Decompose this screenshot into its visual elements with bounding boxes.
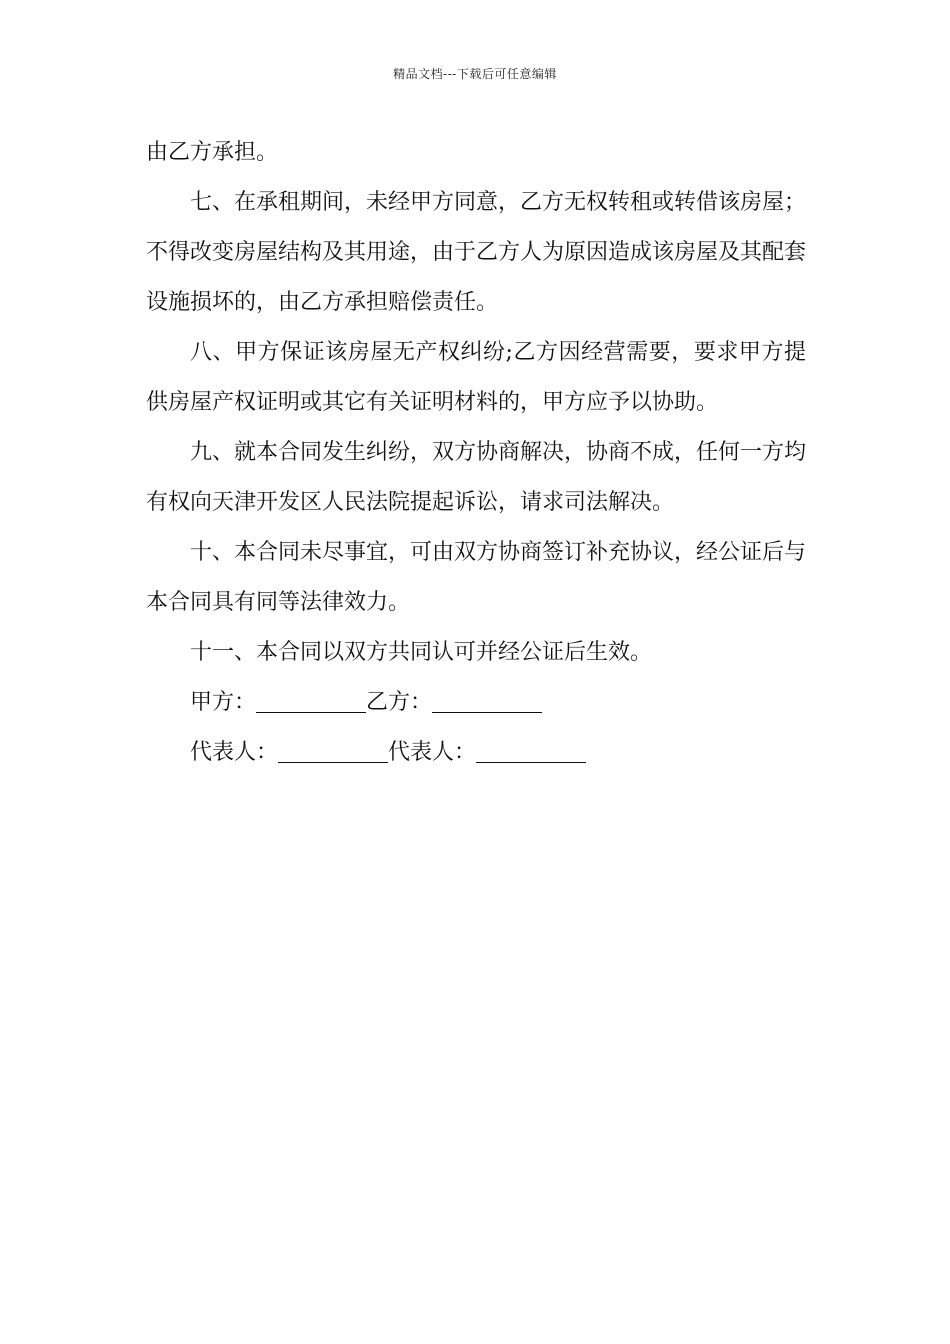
clause-7: 七、在承租期间，未经甲方同意，乙方无权转租或转借该房屋；不得改变房屋结构及其用途，由于乙方人为原因造成该房屋及其配套设施损坏的，由乙方承担赔偿责任。 [146, 190, 807, 315]
party-a-label: 甲方： [190, 690, 257, 715]
page-header: 精品文档---下载后可任意编辑 [393, 67, 557, 81]
party-b-blank [432, 686, 542, 713]
rep-a-blank [278, 736, 388, 763]
rep-b-blank [476, 736, 586, 763]
document-body [146, 128, 806, 778]
party-b-label: 乙方： [366, 690, 433, 715]
party-signature-line [146, 678, 806, 728]
clause-8: 八、甲方保证该房屋无产权纠纷;乙方因经营需要，要求甲方提供房屋产权证明或其它有关证明材料的，甲方应予以协助。 [146, 340, 806, 415]
party-a-blank [256, 686, 366, 713]
representative-signature-line [146, 728, 806, 778]
clause-9: 九、就本合同发生纠纷，双方协商解决，协商不成，任何一方均有权向天津开发区人民法院提起诉讼，请求司法解决。 [146, 440, 807, 515]
rep-b-label: 代表人： [388, 740, 477, 765]
rep-a-label: 代表人： [190, 740, 279, 765]
paragraph-continuation: 由乙方承担。 [146, 140, 279, 165]
clause-11: 十一、本合同以双方共同认可并经公证后生效。 [190, 640, 653, 665]
clause-10: 十、本合同未尽事宜，可由双方协商签订补充协议，经公证后与本合同具有同等法律效力。 [146, 540, 807, 615]
